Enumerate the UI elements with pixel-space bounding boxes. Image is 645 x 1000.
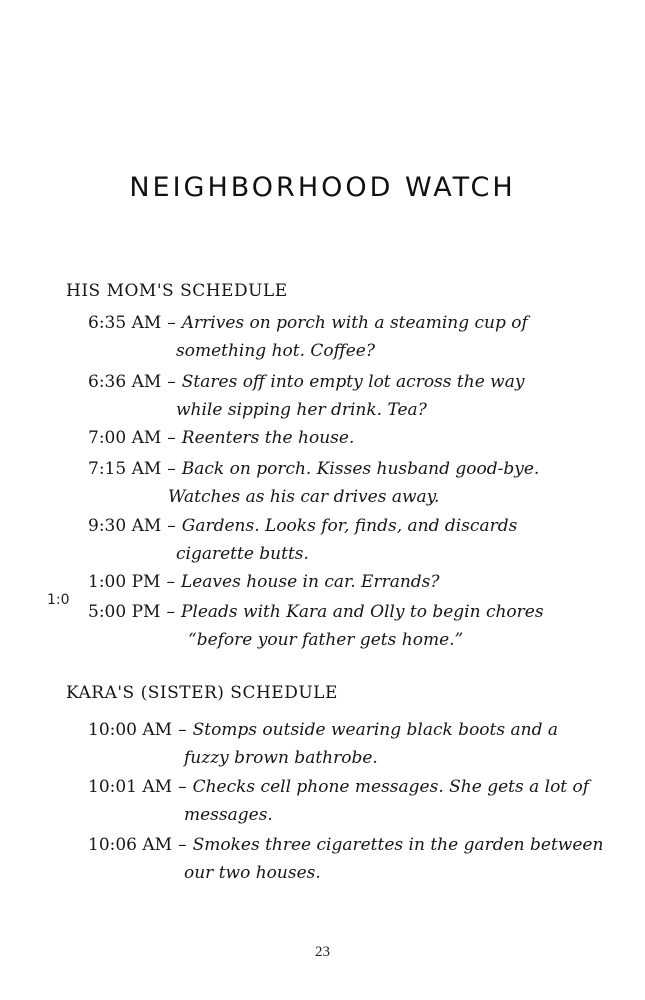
margin-note: 1:0 bbox=[47, 592, 70, 608]
entry-text: Arrives on porch with a steaming cup of bbox=[181, 313, 528, 333]
entry-continuation: messages. bbox=[184, 805, 273, 825]
schedule-entry: 6:35 AM – Arrives on porch with a steaming cup of something hot. Coffee? bbox=[88, 309, 528, 365]
entry-time: 1:00 PM bbox=[88, 572, 161, 592]
entry-text: Smokes three cigarettes in the garden between bbox=[192, 835, 604, 855]
entry-continuation: fuzzy brown bathrobe. bbox=[184, 748, 378, 768]
entry-text: Leaves house in car. Errands? bbox=[180, 572, 440, 592]
schedule-entry: 9:30 AM – Gardens. Looks for, finds, and discards cigarette butts. bbox=[88, 512, 517, 568]
schedule-entry: 1:00 PM – Leaves house in car. Errands? bbox=[88, 572, 440, 592]
entry-time: 10:00 AM bbox=[88, 720, 173, 740]
entry-time: 7:15 AM bbox=[88, 459, 162, 479]
schedule-entry: 10:06 AM – Smokes three cigarettes in the garden between our two houses. bbox=[88, 831, 603, 887]
entry-time: 9:30 AM bbox=[88, 516, 162, 536]
section-heading-moms-schedule: HIS MOM'S SCHEDULE bbox=[66, 281, 288, 301]
schedule-entry: 7:00 AM – Reenters the house. bbox=[88, 428, 355, 448]
entry-continuation: our two houses. bbox=[184, 863, 321, 883]
entry-continuation: Watches as his car drives away. bbox=[168, 487, 440, 507]
entry-text: Checks cell phone messages. She gets a lot of bbox=[192, 777, 590, 797]
page-title: NEIGHBORHOOD WATCH bbox=[129, 172, 516, 203]
schedule-entry: 6:36 AM – Stares off into empty lot across the way while sipping her drink. Tea? bbox=[88, 368, 524, 424]
entry-time: 6:36 AM bbox=[88, 372, 162, 392]
entry-time: 6:35 AM bbox=[88, 313, 162, 333]
entry-continuation: “before your father gets home.” bbox=[188, 630, 464, 650]
entry-text: Pleads with Kara and Olly to begin chores bbox=[180, 602, 544, 622]
entry-text: Stares off into empty lot across the way bbox=[181, 372, 525, 392]
entry-text: Back on porch. Kisses husband good-bye. bbox=[181, 459, 540, 479]
entry-text: Stomps outside wearing black boots and a bbox=[192, 720, 559, 740]
entry-text: Reenters the house. bbox=[181, 428, 355, 448]
entry-time: 10:01 AM bbox=[88, 777, 173, 797]
entry-continuation: cigarette butts. bbox=[176, 544, 309, 564]
page-number: 23 bbox=[315, 944, 330, 960]
entry-continuation: something hot. Coffee? bbox=[176, 341, 375, 361]
schedule-entry: 5:00 PM – Pleads with Kara and Olly to begin chores “before your father gets home.” bbox=[88, 598, 544, 654]
entry-time: 7:00 AM bbox=[88, 428, 162, 448]
schedule-entry: 7:15 AM – Back on porch. Kisses husband good-bye. Watches as his car drives away. bbox=[88, 455, 539, 511]
entry-time: 5:00 PM bbox=[88, 602, 161, 622]
entry-text: Gardens. Looks for, finds, and discards bbox=[181, 516, 518, 536]
entry-time: 10:06 AM bbox=[88, 835, 173, 855]
entry-continuation: while sipping her drink. Tea? bbox=[176, 400, 427, 420]
schedule-entry: 10:01 AM – Checks cell phone messages. She gets a lot of messages. bbox=[88, 773, 589, 829]
schedule-entry: 10:00 AM – Stomps outside wearing black boots and a fuzzy brown bathrobe. bbox=[88, 716, 558, 772]
section-heading-karas-schedule: KARA'S (SISTER) SCHEDULE bbox=[66, 683, 338, 703]
